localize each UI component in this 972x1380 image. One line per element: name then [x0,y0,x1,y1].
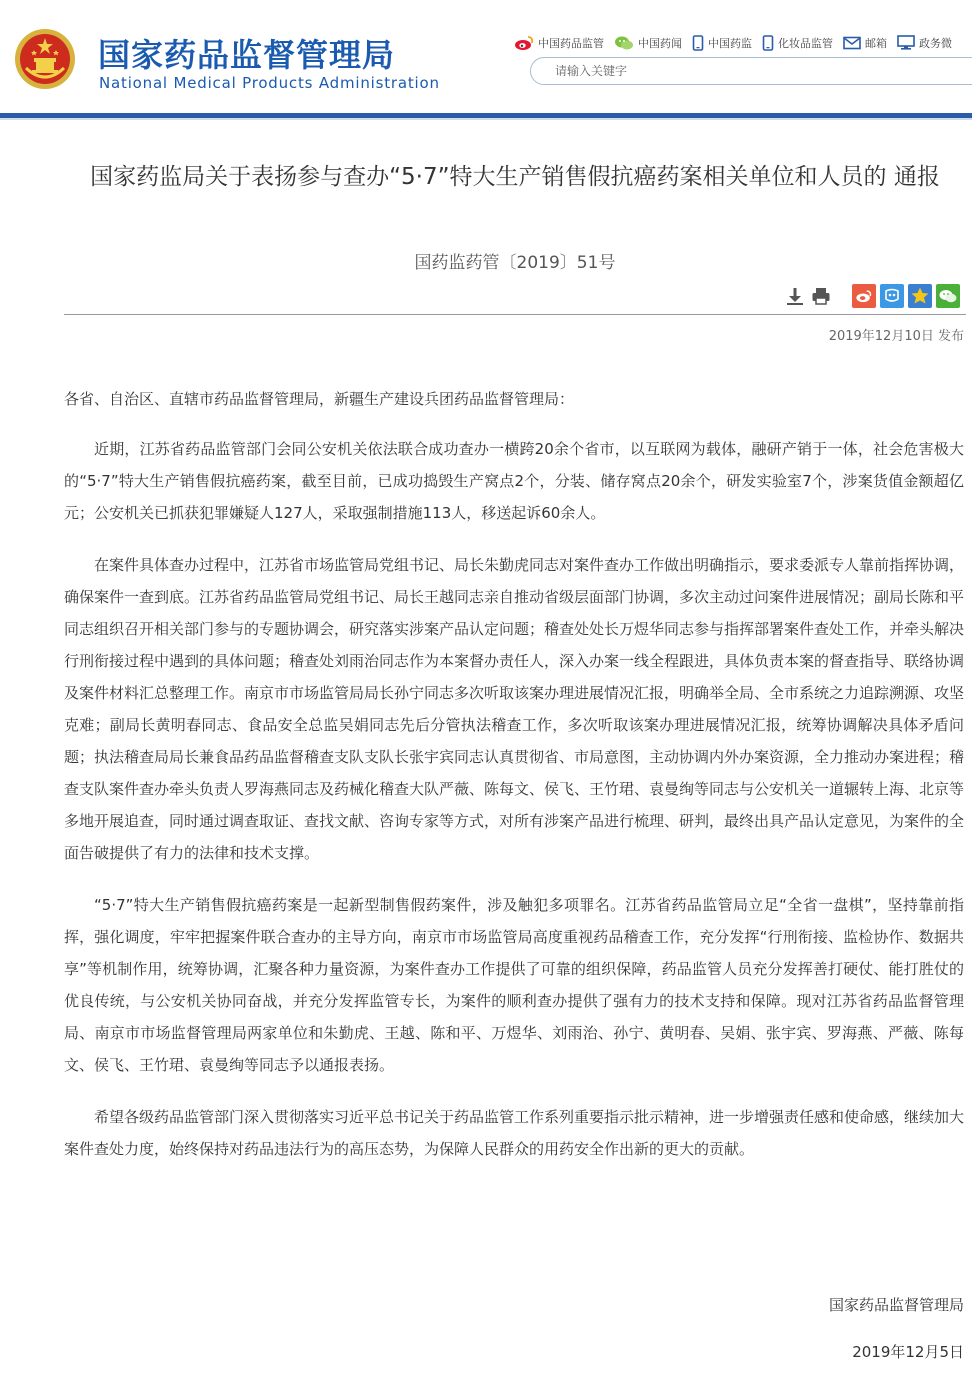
favorite-share-icon [910,286,930,306]
publish-date: 2019年12月10日 发布 [828,329,964,344]
article-body [64,383,964,1185]
top-link-mail[interactable] [843,35,887,51]
article-paragraph: 在案件具体查办过程中，江苏省市场监管局党组书记、局长朱勤虎同志对案件查办工作做出明确指示，要求委派专人靠前指挥协调，确保案件一查到底。江苏省药品监管局党组书记、局长王越同志亲自推动省级层面部门协调，多次主动过问案件进展情况；副局长陈和平同志组织召开相关部门参与的专题协调会，研究落实涉案产品认定问题；稽查处处长万煜华同志参与指挥部署案件查处工作，并牵头解决行刑衔接过程中遇到的具体问题；稽查处刘雨治同志作为本案督办责任人，深入办案一线全程跟进，具体负责本案的督查指导、联络协调及案件材料汇总整理工作。南京市市场监管局局长孙宁同志多次听取该案办理进展情况汇报，明确举全局、全市系统之力追踪溯源、攻坚克难；副局长黄明春同志、食品安全总监吴娟同志先后分管执法稽查工作，多次听取该案办理进展情况汇报，统筹协调解决具体矛盾问题；执法稽查局局长兼食品药品监督稽查支队支队长张宇宾同志认真贯彻省、市局意图，主动协调内外办案资源，全力推动办案进程；稽查支队案件查办牵头负责人罗海燕同志及药械化稽查大队严薇、陈每文、侯飞、王竹珺、袁曼绚等同志与公安机关一道辗转上海、北京等多地开展追查，同时通过调查取证、查找文献、咨询专家等方式，对所有涉案产品进行梳理、研判，最终出具产品认定意见，为案件的全面告破提供了有力的法律和技术支撑。 [64,556,965,862]
article-paragraph: “5·7”特大生产销售假抗癌药案是一起新型制售假药案件，涉及触犯多项罪名。江苏省药品监管局立足“全省一盘棋”，坚持靠前指挥，强化调度，牢牢把握案件联合查办的主导方向，南京市市场监管局高度重视药品稽查工作，充分发挥“行刑衔接、监检协作、数据共享”等机制作用，统筹协调，汇聚各种力量资源，为案件查办工作提供了可靠的组织保障，药品监管人员充分发挥善打硬仗、能打胜仗的优良传统，与公安机关协同奋战，并充分发挥监管专长，为案件的顺利查办提供了强有力的技术支持和保障。现对江苏省药品监督管理局、南京市市场监督管理局两家单位和朱勤虎、王越、陈和平、万煜华、刘雨治、孙宁、黄明春、吴娟、张宇宾、罗海燕、严薇、陈每文、侯飞、王竹珺、袁曼绚等同志予以通报表扬。 [64,896,964,1074]
article-paragraph: 希望各级药品监管部门深入贯彻落实习近平总书记关于药品监管工作系列重要指示批示精神，进一步增强责任感和使命感，继续加大案件查处力度，始终保持对药品违法行为的高压态势，为保障人民群众的用药安全作出新的更大的贡献。 [64,1108,965,1158]
share-tools [852,283,964,309]
share-wechat-button[interactable] [936,284,960,308]
title-divider [64,314,966,315]
weibo-share-icon [855,288,873,304]
article-paragraph: 近期，江苏省药品监管部门会同公安机关依法联合成功查办一横跨20余个省市，以互联网为载体，融研产销于一体，社会危害极大的“5·7”特大生产销售假抗癌药案，截至目前，已成功捣毁生产窝点2个，分装、储存窝点20余个，研发实验室7个，涉案货值金额超亿元；公安机关已抓获犯罪嫌疑人127人，采取强制措施113人，移送起诉60余人。 [64,440,964,522]
print-icon [811,286,831,306]
top-link-label: 邮箱 [865,37,887,50]
wechat-share-icon [938,287,958,305]
article-tools [782,283,834,309]
top-link-mobile-2[interactable] [762,35,833,51]
article-sign-date: 2019年12月5日 [852,1343,964,1361]
qzone-share-icon [883,287,901,305]
top-link-label: 化妆品监管 [778,37,833,50]
top-link-mobile-1[interactable] [692,35,752,51]
search-input[interactable] [555,62,955,80]
top-link-wechat[interactable] [614,35,682,51]
top-link-label: 中国药闻 [638,37,682,50]
top-link-weibo[interactable] [514,35,604,51]
share-qzone-button[interactable] [880,284,904,308]
top-link-label: 中国药监 [708,37,752,50]
download-icon [785,286,805,306]
top-link-monitor[interactable] [897,35,952,51]
share-favorite-button[interactable] [908,284,932,308]
share-weibo-button[interactable] [852,284,876,308]
monitor-icon [897,35,915,51]
print-button[interactable] [808,283,834,309]
site-subtitle: National Medical Products Administration [99,74,440,92]
header-divider-light [0,118,972,120]
site-header [0,0,972,118]
document-number: 国药监药管〔2019〕51号 [414,253,616,273]
weibo-icon [514,35,534,51]
top-link-label: 中国药品监管 [538,37,604,50]
wechat-icon [614,35,634,51]
article-salutation: 各省、自治区、直辖市药品监督管理局，新疆生产建设兵团药品监督管理局： [64,390,575,408]
search-box [530,57,972,85]
top-link-label: 政务微 [919,37,952,50]
site-title[interactable]: 国家药品监督管理局 [98,36,396,74]
mobile-icon [692,35,704,51]
article-title: 国家药监局关于表扬参与查办“5·7”特大生产销售假抗癌药案相关单位和人员的 通报 [90,164,940,190]
mobile-icon [762,35,774,51]
top-links-bar [514,33,952,53]
article-signature: 国家药品监督管理局 [828,1296,964,1314]
mail-icon [843,36,861,50]
national-emblem-icon [14,28,76,90]
download-button[interactable] [782,283,808,309]
